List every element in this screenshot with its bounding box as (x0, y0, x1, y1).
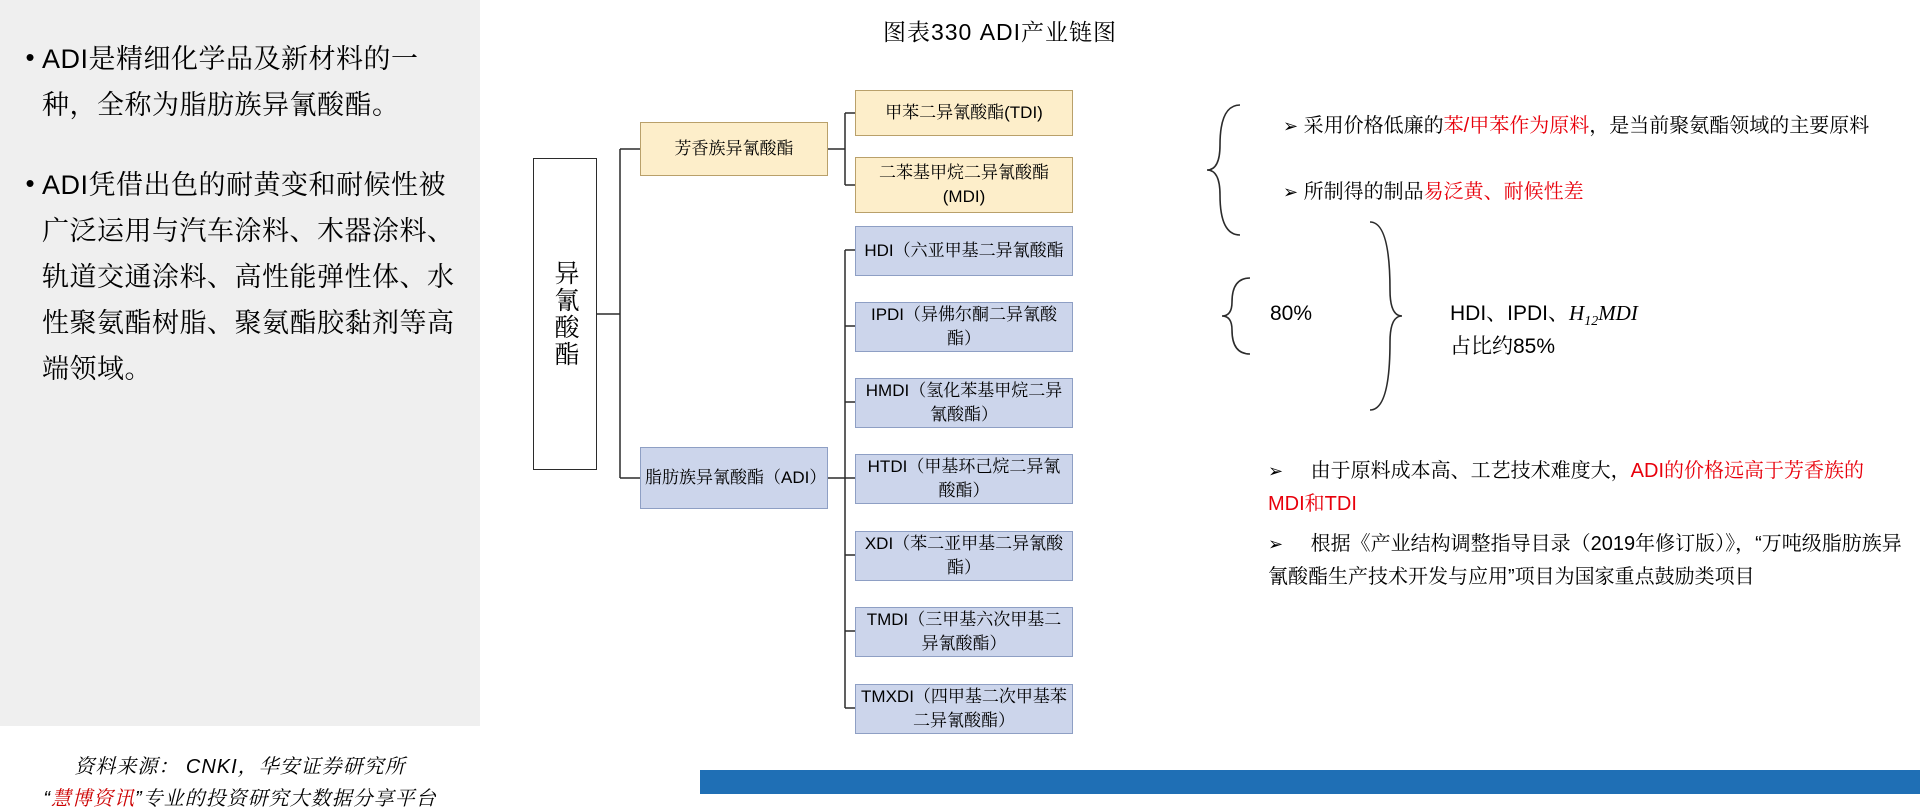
diagram-leaf-ipdi: IPDI（异佛尔酮二异氰酸酯） (855, 302, 1073, 352)
formula-line-2: 占比约85% (1450, 335, 1556, 358)
annotation-row (1268, 528, 1908, 594)
bullet-list (18, 36, 462, 426)
bullet-text: ADI是精细化学品及新材料的一种，全称为脂肪族异氰酸酯。 (42, 44, 419, 120)
formula-suffix: MDI (1598, 301, 1638, 325)
page-title: 图表330 ADI产业链图 (882, 19, 1118, 45)
diagram-leaf-mdi: 二苯基甲烷二异氰酸酯(MDI) (855, 157, 1073, 213)
formula-h: H (1569, 301, 1585, 325)
arrow-icon: ➢ (1283, 182, 1299, 202)
annotation-text-pre: 采用价格低廉的 (1303, 115, 1444, 137)
left-text-panel (0, 0, 480, 726)
arrow-icon: ➢ (1268, 534, 1284, 554)
annotation-text-highlight: 易泛黄、耐候性差 (1423, 181, 1584, 203)
diagram-leaf-hdi: HDI（六亚甲基二异氰酸酯 (855, 226, 1073, 276)
diagram-category-aromatic: 芳香族异氰酸酯 (640, 122, 828, 176)
bullet-text: ADI凭借出色的耐黄变和耐候性被广泛运用与汽车涂料、木器涂料、轨道交通涂料、高性能弹性体、水性聚氨酯树脂、聚氨酯胶黏剂等高端领域。 (42, 170, 455, 384)
formula-prefix: HDI、IPDI、 (1450, 302, 1570, 325)
source-line: 资料来源： CNKI，华安证券研究所 (74, 756, 406, 778)
arrow-icon: ➢ (1283, 116, 1299, 136)
annotation-text-pre: 所制得的制品 (1303, 181, 1424, 203)
annotation-row (1283, 176, 1883, 209)
platform-line: “慧博资讯”专业的投资研究大数据分享平台 (43, 788, 437, 810)
diagram-leaf-htdi: HTDI（甲基环己烷二异氰酸酯） (855, 454, 1073, 504)
annotation-text-post: ，是当前聚氨酯领域的主要原料 (1589, 115, 1870, 137)
diagram-leaf-tdi: 甲苯二异氰酸酯(TDI) (855, 90, 1073, 136)
diagram-leaf-xdi: XDI（苯二亚甲基二异氰酸酯） (855, 531, 1073, 581)
formula-sub: 12 (1584, 314, 1599, 330)
diagram-leaf-tmdi: TMDI（三甲基六次甲基二异氰酸酯） (855, 607, 1073, 657)
arrow-icon: ➢ (1268, 461, 1284, 481)
annotation-text-pre: 根据《产业结构调整指导目录（2019年修订版）》，“万吨级脂肪族异氰酸酯生产技术开发与应用”项目为国家重点鼓励类项目 (1268, 533, 1902, 588)
list-item (18, 162, 462, 392)
annotation-row (1283, 110, 1883, 143)
diagram-root-node (533, 158, 597, 470)
platform-name: 慧博资讯 (51, 788, 135, 810)
diagram-category-aliphatic: 脂肪族异氰酸酯（ADI） (640, 447, 828, 509)
diagram-root-label: 异氰酸酯 (551, 260, 579, 368)
annotation-row (1268, 455, 1888, 521)
bullet-marker-icon: • (25, 168, 35, 198)
percentage-label: 80% (1270, 302, 1313, 325)
list-item (18, 36, 462, 128)
diagram-leaf-tmxdi: TMXDI（四甲基二次甲基苯二异氰酸酯） (855, 684, 1073, 734)
annotation-text-highlight: ADI的价格远高于芳香族的MDI和TDI (1268, 460, 1864, 515)
footer-bar (700, 770, 1920, 794)
platform-desc: ”专业的投资研究大数据分享平台 (135, 788, 437, 810)
bullet-marker-icon: • (25, 42, 35, 72)
annotation-text-pre: 由于原料成本高、工艺技术难度大， (1310, 460, 1631, 482)
diagram-leaf-hmdi: HMDI（氢化苯基甲烷二异氰酸酯） (855, 378, 1073, 428)
annotation-text-highlight: 苯/甲苯作为原料 (1443, 115, 1590, 137)
